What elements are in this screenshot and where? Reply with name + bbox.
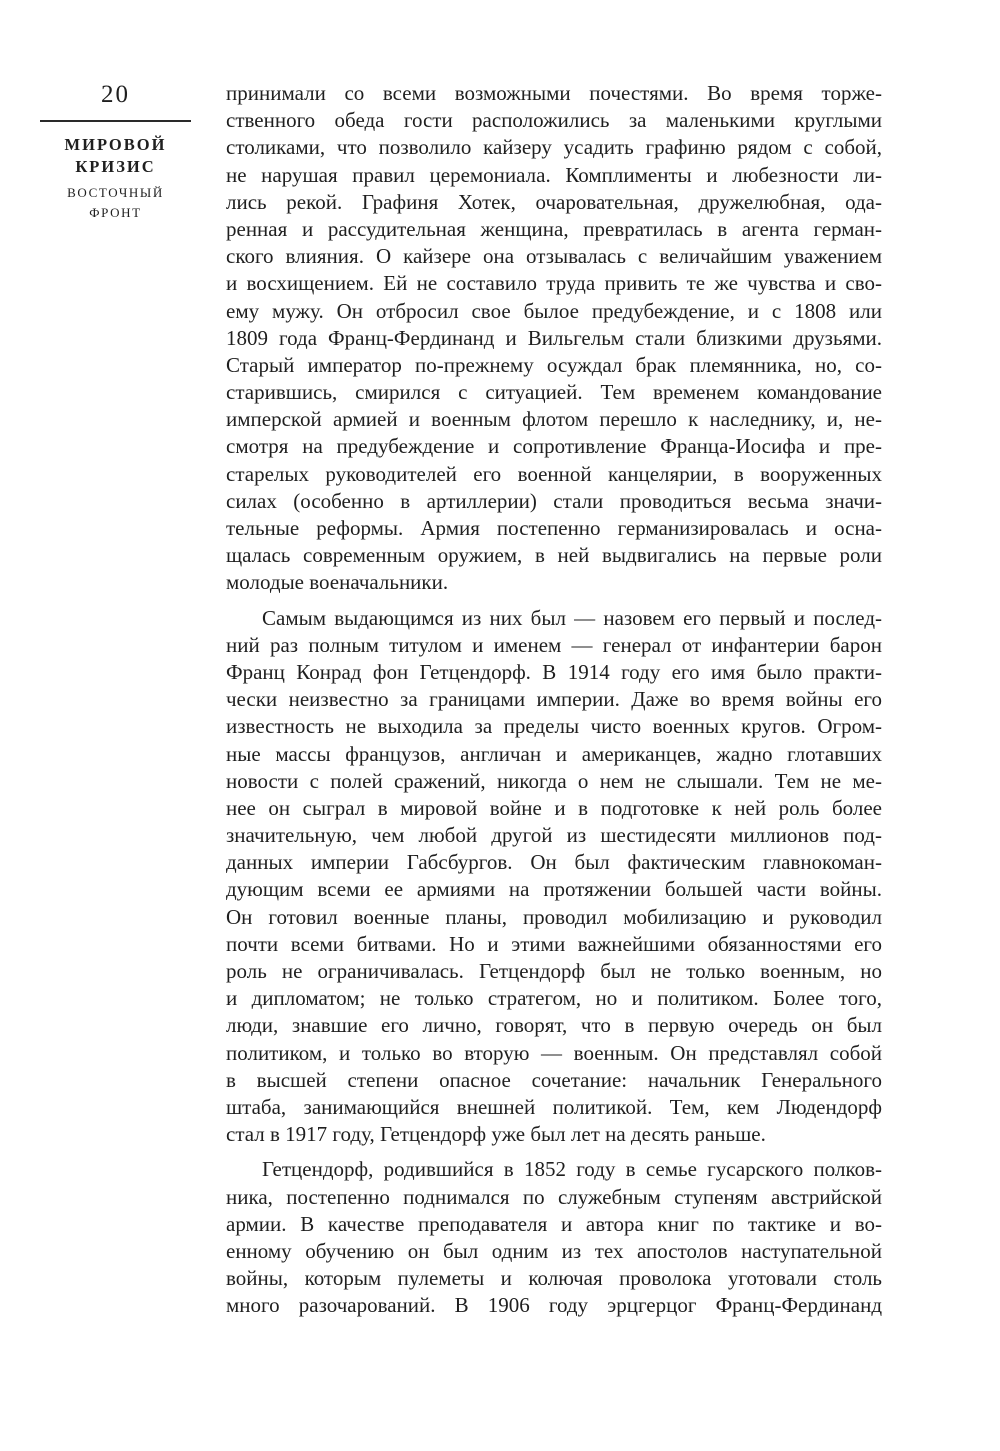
text-line: дующим всеми ее армиями на протяжении большей части войны. xyxy=(226,877,882,902)
text-line: тельные реформы. Армия постепенно германизировалась и осна- xyxy=(226,516,882,540)
margin-rule xyxy=(40,120,191,122)
text-line: чески неизвестно за границами империи. Даже во время войны его xyxy=(226,687,882,712)
text-line: много разочарований. В 1906 году эрцгерцог Франц-Фердинанд xyxy=(226,1293,882,1318)
text-line: войны, которым пулеметы и колючая проволока уготовали столь xyxy=(226,1266,882,1291)
paragraph xyxy=(226,1156,882,1319)
text-line: смотря на предубеждение и сопротивление Франца-Иосифа и пре- xyxy=(226,434,882,459)
text-line: ему мужу. Он отбросил свое былое предубеждение, и с 1808 или xyxy=(226,298,882,323)
text-line: нее он сыграл в мировой войне и в подготовке к ней роль более xyxy=(226,795,882,820)
text-line: Франц Конрад фон Гетцендорф. В 1914 году его имя было практи- xyxy=(226,659,882,684)
subsection-title-line: ВОСТОЧНЫЙ xyxy=(67,184,164,200)
text-line: силах (особенно в артиллерии) стали проводиться весьма значи- xyxy=(226,488,882,513)
text-line: новости с полей сражений, никогда о нем не слышали. Тем не ме- xyxy=(226,768,882,793)
text-line: Он готовил военные планы, проводил мобилизацию и руководил xyxy=(226,904,882,929)
body-text xyxy=(226,80,882,1319)
text-line: в высшей степени опасное сочетание: начальник Генерального xyxy=(226,1067,882,1092)
text-line: значительную, чем любой другой из шестидесяти миллионов под- xyxy=(226,823,882,848)
text-line: Самым выдающимся из них был — назовем его первый и послед- xyxy=(262,605,882,630)
text-line: и дипломатом; не только стратегом, но и политиком. Более того, xyxy=(226,986,882,1011)
margin-column xyxy=(38,80,193,223)
text-line: Старый император по-прежнему осуждал брак племянника, но, со- xyxy=(226,352,882,377)
text-line: армии. В качестве преподавателя и автора книг по тактике и во- xyxy=(226,1211,882,1236)
text-line: ренная и рассудительная женщина, превратилась в агента герман- xyxy=(226,216,882,241)
text-line: ственного обеда гости расположились за маленькими круглыми xyxy=(226,108,882,133)
text-line: известность не выходила за пределы чисто военных кругов. Огром- xyxy=(226,714,882,739)
text-line: и восхищением. Ей не составило труда привить те же чувства и сво- xyxy=(226,271,882,296)
subsection-title-line: ФРОНТ xyxy=(89,204,142,220)
section-title-line: МИРОВОЙ xyxy=(64,134,167,154)
text-line: политиком, и только во вторую — военным. Он представлял собой xyxy=(226,1040,882,1065)
text-line: ний раз полным титулом и именем — генерал от инфантерии барон xyxy=(226,632,882,657)
page-number: 20 xyxy=(101,81,130,108)
text-line: столиками, что позволило кайзеру усадить графиню рядом с собой, xyxy=(226,135,882,160)
text-line: данных империи Габсбургов. Он был фактическим главнокоман- xyxy=(226,850,882,875)
text-line: старившись, смирился с ситуацией. Тем временем командование xyxy=(226,380,882,405)
text-line: стал в 1917 году, Гетцендорф уже был лет на десять раньше. xyxy=(226,1122,766,1147)
paragraph xyxy=(226,80,882,597)
text-line: Гетцендорф, родившийся в 1852 году в семье гусарского полков- xyxy=(262,1157,882,1182)
text-line: старелых руководителей его военной канцелярии, в вооруженных xyxy=(226,461,882,486)
text-line: имперской армией и военным флотом перешло к наследнику, и, не- xyxy=(226,407,882,432)
text-line: ные массы французов, англичан и американцев, жадно глотавших xyxy=(226,741,882,766)
text-line: почти всеми битвами. Но и этими важнейшими обязанностями его xyxy=(226,931,882,956)
section-title-line: КРИЗИС xyxy=(75,156,156,176)
text-line: ского влияния. О кайзере она отзывалась с величайшим уважением xyxy=(226,244,882,269)
text-line: лись рекой. Графиня Хотек, очаровательная, дружелюбная, ода- xyxy=(226,189,882,214)
text-line: роль не ограничивалась. Гетцендорф был не только военным, но xyxy=(226,959,882,983)
text-line: не нарушая правил церемониала. Комплименты и любезности ли- xyxy=(226,162,882,187)
text-line: 1809 года Франц-Фердинанд и Вильгельм стали близкими друзьями. xyxy=(226,325,882,350)
text-line: молодые военачальники. xyxy=(226,570,449,595)
text-line: принимали со всеми возможными почестями. Во время торже- xyxy=(226,81,882,105)
subsection-title xyxy=(38,183,193,223)
section-title xyxy=(38,134,193,178)
text-line: щалась современным оружием, в ней выдвигались на первые роли xyxy=(226,543,882,568)
text-line: люди, знавшие его лично, говорят, что в первую очередь он был xyxy=(226,1013,882,1038)
paragraph xyxy=(226,605,882,1149)
text-line: штаба, занимающийся внешней политикой. Тем, кем Людендорф xyxy=(226,1094,882,1119)
text-line: енному обучению он был одним из тех апостолов наступательной xyxy=(226,1238,882,1263)
text-line: ника, постепенно поднимался по служебным ступеням австрийской xyxy=(226,1184,882,1209)
